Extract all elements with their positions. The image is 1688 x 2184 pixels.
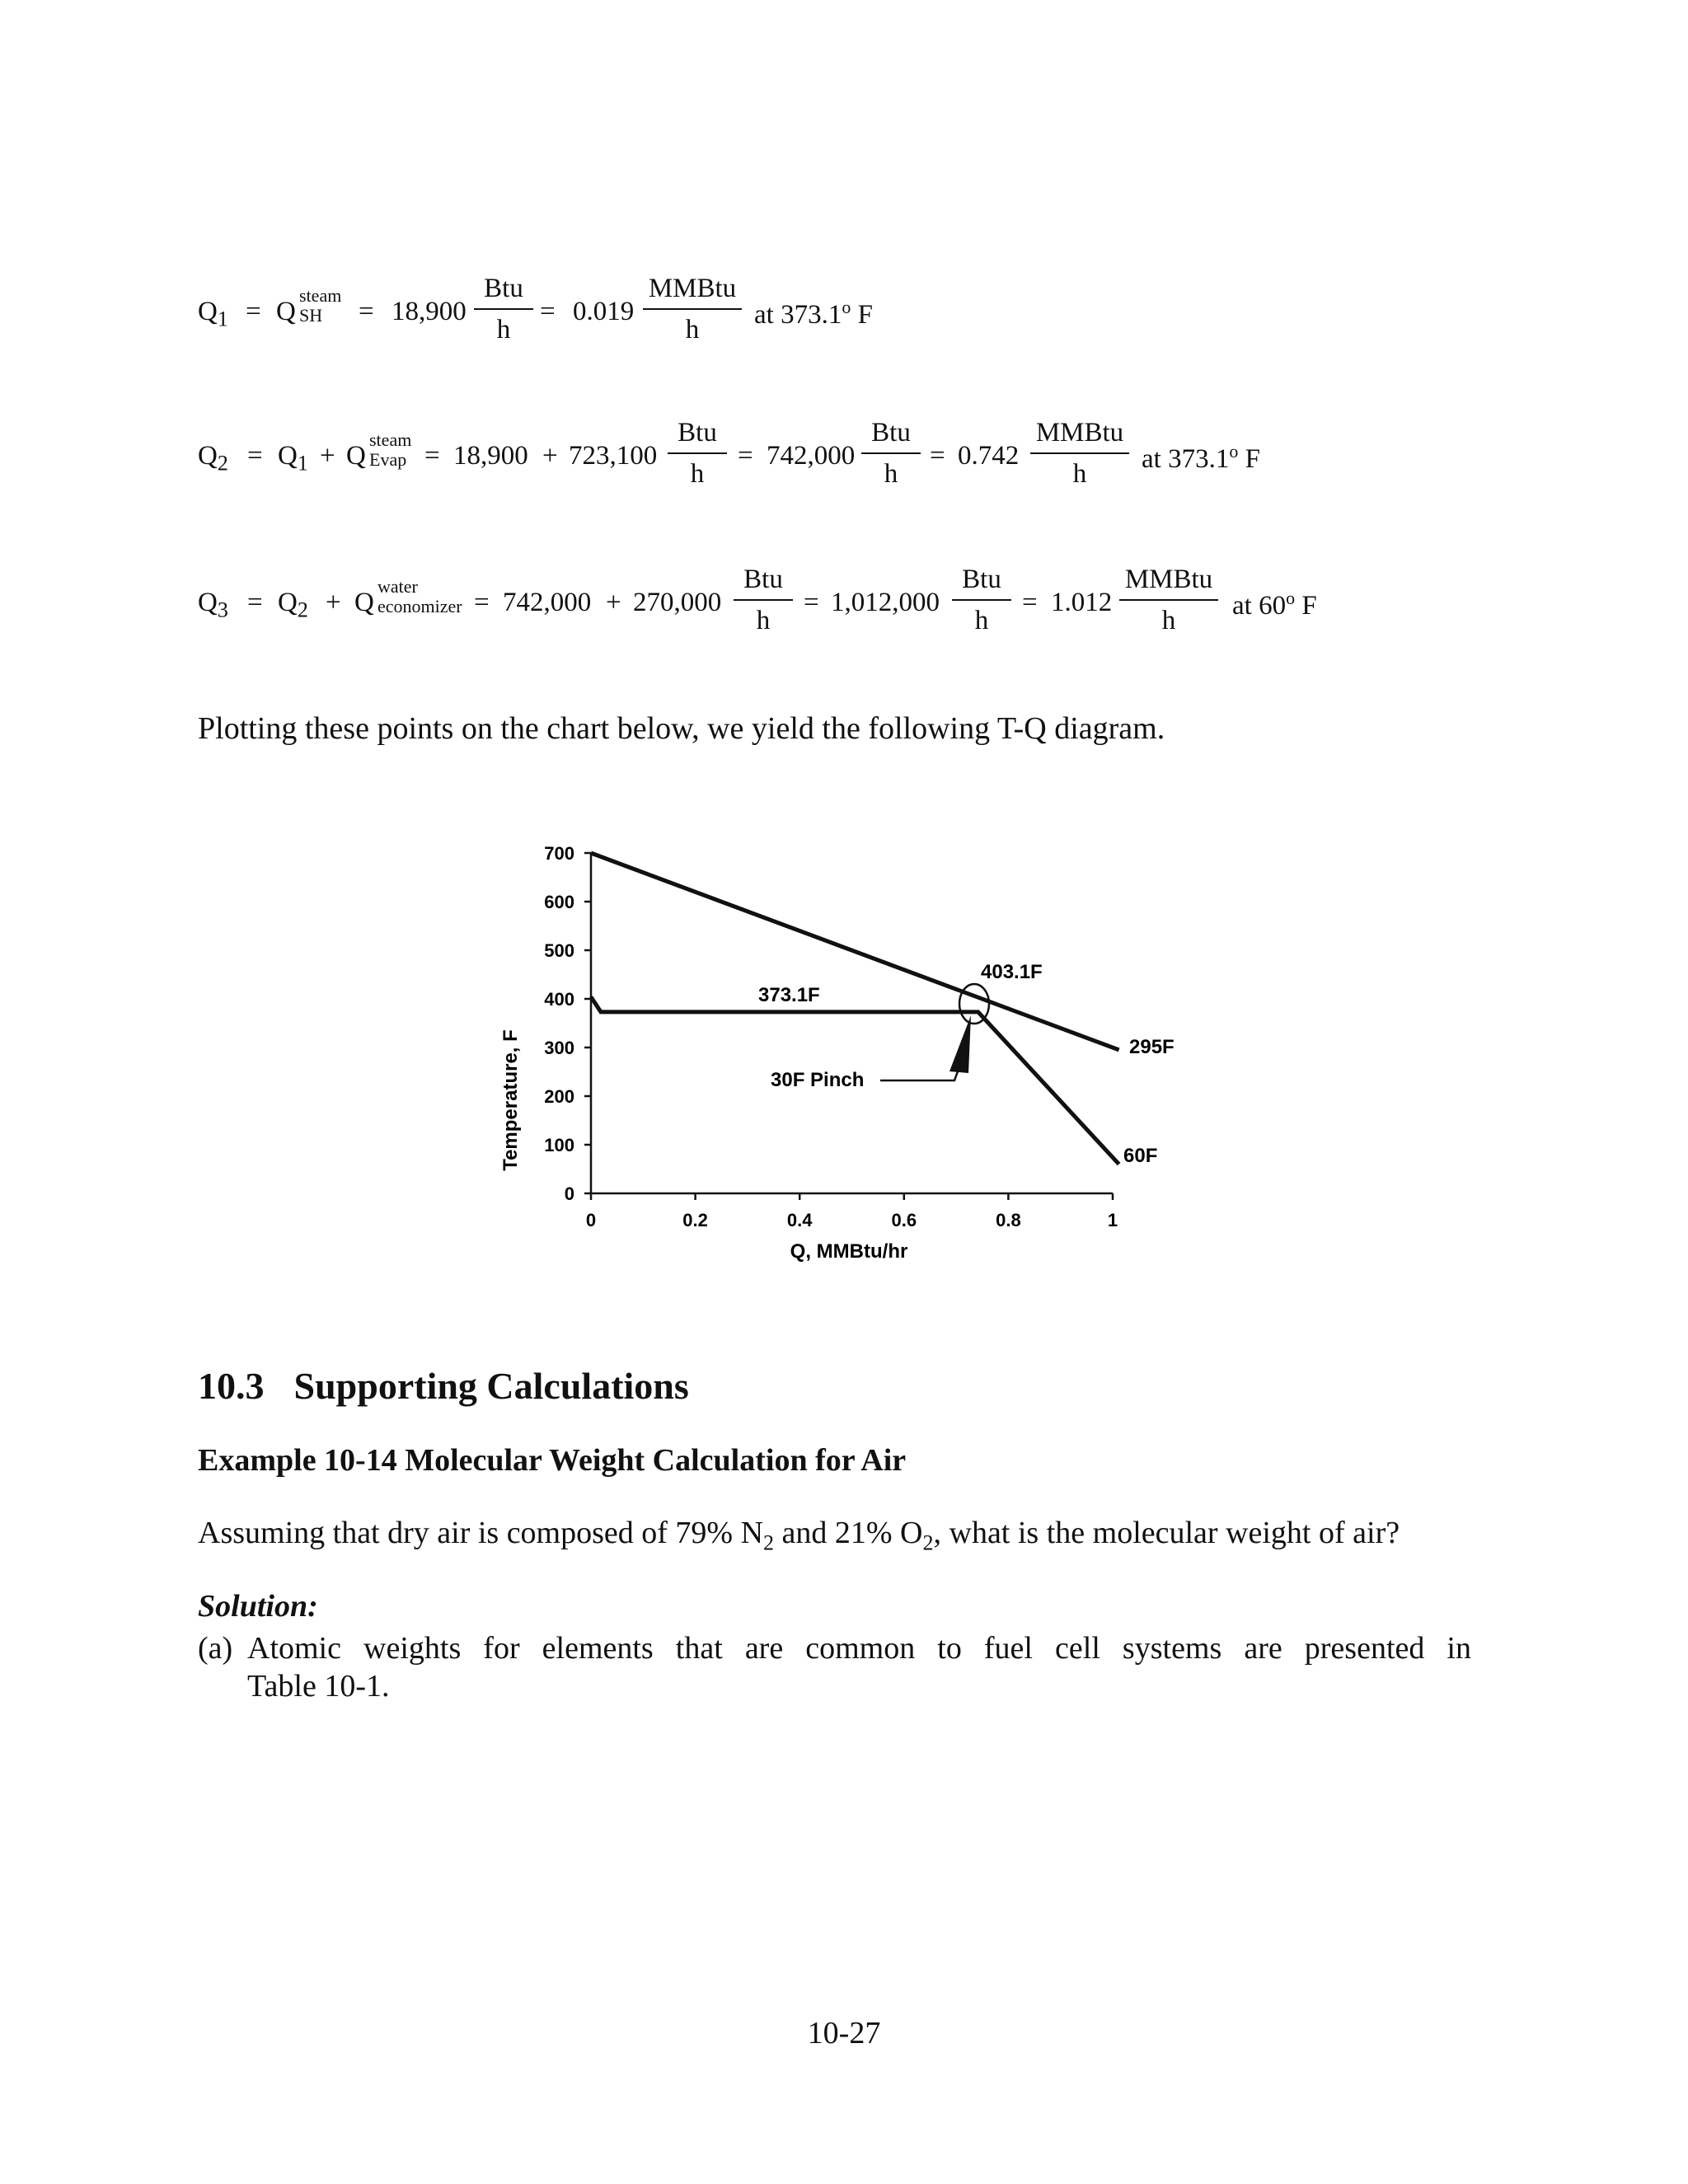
temperature-note: at 373.1$^o$ F xyxy=(1142,441,1260,474)
value: 1,012,000 xyxy=(831,588,940,617)
superscript: steam xyxy=(369,429,412,450)
y-tick-label: 0 xyxy=(564,1183,574,1204)
superscript: water xyxy=(377,576,418,597)
question-paragraph: Assuming that dry air is composed of 79% $N_2$ and 21% $O_2$, what is the molecular weight of air? xyxy=(198,1516,1400,1555)
plus-sign: + xyxy=(326,588,341,617)
fraction-mmbtu-h: MMBtu h xyxy=(1030,416,1129,490)
q1-term: $Q_1$ xyxy=(278,441,308,476)
solution-item-a xyxy=(198,1629,1471,1705)
pinch-circle xyxy=(959,984,989,1024)
x-tick-label: 0.6 xyxy=(891,1210,917,1230)
fraction-btu-h: Btu h xyxy=(734,563,793,637)
equals-sign: = xyxy=(930,441,945,471)
example-title: Example 10-14 Molecular Weight Calculation for Air xyxy=(198,1443,907,1478)
annotation-gas-out-temp: 295F xyxy=(1129,1036,1175,1058)
q-steam-evap: Q xyxy=(346,441,366,471)
q1-lhs: $Q_1$ xyxy=(198,297,228,331)
equals-sign: = xyxy=(1022,588,1038,617)
y-tick-label: 400 xyxy=(544,989,574,1010)
subscript: economizer xyxy=(377,596,462,616)
fraction-btu-h: Btu h xyxy=(474,272,533,346)
solution-label: Solution: xyxy=(198,1589,318,1624)
equals-sign: = xyxy=(540,297,556,326)
y-tick-label: 100 xyxy=(544,1135,574,1155)
item-text-line1: Atomic weights for elements that are common to fuel cell systems are presented in xyxy=(247,1631,1471,1666)
fraction-mmbtu-h: MMBtu h xyxy=(1119,563,1218,637)
x-tick-label: 0.2 xyxy=(682,1210,708,1230)
y-tick-label: 300 xyxy=(544,1038,574,1058)
y-tick-label: 200 xyxy=(544,1086,574,1107)
section-heading: 10.3 Supporting Calculations xyxy=(198,1365,689,1407)
chart-series xyxy=(591,853,1119,1165)
value: 0.019 xyxy=(573,297,635,326)
y-tick-label: 600 xyxy=(544,892,574,912)
equals-sign: = xyxy=(738,441,753,471)
x-tick-label: 0.4 xyxy=(786,1210,813,1230)
q2-term: $Q_2$ xyxy=(278,588,308,622)
plus-sign: + xyxy=(542,441,558,471)
annotation-steam-temp: 373.1F xyxy=(758,984,820,1006)
equals-sign: = xyxy=(247,588,263,617)
equals-sign: = xyxy=(424,441,440,471)
pinch-arrow-head xyxy=(950,1015,971,1073)
equals-sign: = xyxy=(247,441,263,471)
value: 0.742 xyxy=(958,441,1020,471)
plus-sign: + xyxy=(320,441,335,471)
x-tick-label: 1 xyxy=(1107,1210,1118,1230)
fraction-btu-h: Btu h xyxy=(861,416,921,490)
series-line-gas xyxy=(591,853,1119,1050)
q2-lhs: $Q_2$ xyxy=(198,441,228,476)
plus-sign: + xyxy=(606,588,621,617)
chart-ticks xyxy=(544,843,1118,1230)
equals-sign: = xyxy=(474,588,490,617)
x-tick-label: 0.8 xyxy=(996,1210,1021,1230)
fraction-btu-h: Btu h xyxy=(668,416,727,490)
annotation-water-in-temp: 60F xyxy=(1123,1145,1158,1167)
value: 723,100 xyxy=(569,441,658,471)
annotation-pinch-label: 30F Pinch xyxy=(771,1069,865,1091)
annotation-pinch-gas-temp: 403.1F xyxy=(981,961,1043,983)
chart-axes xyxy=(591,853,1113,1193)
y-axis-label: Temperature, F xyxy=(499,1029,522,1171)
value: 742,000 xyxy=(503,588,592,617)
value: 18,900 xyxy=(392,297,467,326)
item-label: (a) xyxy=(198,1631,233,1666)
page-number: 10-27 xyxy=(807,2016,881,2050)
q3-lhs: $Q_3$ xyxy=(198,588,228,622)
value: 18,900 xyxy=(453,441,528,471)
fraction-mmbtu-h: MMBtu h xyxy=(643,272,742,346)
x-tick-label: 0 xyxy=(585,1210,597,1230)
pinch-leader-line xyxy=(880,1071,958,1080)
equals-sign: = xyxy=(359,297,374,326)
q-water-economizer: Q xyxy=(354,588,374,617)
subscript: Evap xyxy=(369,449,407,470)
value: 1.012 xyxy=(1051,588,1113,617)
intro-paragraph: Plotting these points on the chart below, we yield the following T-Q diagram. xyxy=(198,711,1165,746)
value: 742,000 xyxy=(767,441,856,471)
item-text-line2: Table 10-1. xyxy=(247,1669,390,1704)
fraction-btu-h: Btu h xyxy=(952,563,1011,637)
value: 270,000 xyxy=(633,588,722,617)
y-tick-label: 500 xyxy=(544,940,574,961)
tq-diagram-chart xyxy=(486,832,1360,1294)
superscript: steam xyxy=(299,285,342,306)
y-tick-label: 700 xyxy=(544,843,574,864)
x-axis-label: Q, MMBtu/hr xyxy=(790,1240,908,1263)
equals-sign: = xyxy=(246,297,261,326)
temperature-note: at 373.1$^o$ F xyxy=(754,297,873,330)
q-steam-sh: Q xyxy=(276,297,296,326)
temperature-note: at 60$^o$ F xyxy=(1232,588,1317,621)
equals-sign: = xyxy=(804,588,819,617)
subscript: SH xyxy=(299,305,323,326)
